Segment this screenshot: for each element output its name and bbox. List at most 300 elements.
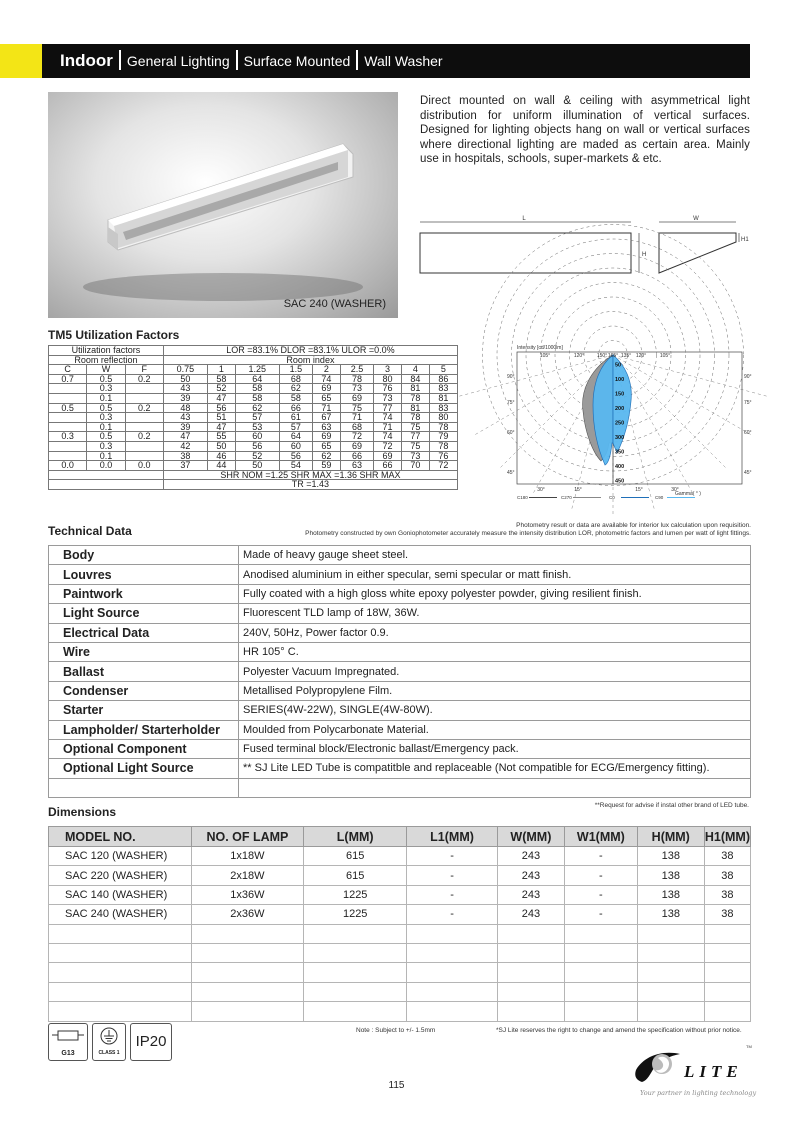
dim-column-header: NO. OF LAMP: [191, 827, 303, 847]
util-header-label: Utilization factors: [49, 346, 164, 356]
util-value: 59: [312, 461, 340, 471]
util-column-row: [49, 365, 458, 375]
util-value: 72: [429, 461, 457, 471]
util-row: [49, 413, 458, 423]
dim-cell: [704, 943, 750, 962]
util-value: 61: [279, 413, 312, 423]
util-value: 44: [207, 461, 235, 471]
tech-label: Paintwork: [49, 584, 239, 603]
reflection-f: 0.0: [125, 461, 163, 471]
utilization-title: TM5 Utilization Factors: [48, 328, 180, 342]
room-index-value: 4: [401, 365, 429, 375]
tech-row: [49, 604, 751, 623]
tech-label: Electrical Data: [49, 623, 239, 642]
util-value: 75: [401, 422, 429, 432]
util-value: 58: [207, 374, 235, 384]
util-value: 66: [279, 403, 312, 413]
util-value: 74: [374, 432, 402, 442]
polar-legend-label: C90: [655, 495, 664, 500]
dim-header-row: [49, 827, 751, 847]
polar-top-angle: 105°: [659, 353, 671, 359]
reflection-w: 0.1: [87, 451, 125, 461]
util-value: 68: [340, 422, 373, 432]
tech-value: Fully coated with a high gloss white epoxy polyester powder, giving resilient finish.: [239, 584, 751, 603]
tech-row: [49, 623, 751, 642]
ip20-badge: IP20: [130, 1023, 172, 1061]
polar-left-angle: 45°: [507, 470, 515, 476]
util-value: 78: [340, 374, 373, 384]
dim-cell: SAC 220 (WASHER): [49, 866, 192, 885]
util-value: 78: [401, 393, 429, 403]
util-value: 75: [340, 403, 373, 413]
dim-cell: 1x18W: [191, 847, 303, 866]
page-number: 115: [388, 1080, 405, 1091]
util-value: 52: [207, 384, 235, 394]
polar-top-angle: 120°: [635, 353, 647, 359]
dim-cell: -: [407, 885, 497, 904]
dim-row: [49, 847, 751, 866]
polar-ring-label: 400: [615, 464, 625, 470]
util-value: 51: [207, 413, 235, 423]
util-value: 48: [163, 403, 207, 413]
dim-cell: [304, 982, 407, 1001]
util-value: 60: [279, 441, 312, 451]
util-value: 70: [401, 461, 429, 471]
dim-column-header: W1(MM): [565, 827, 638, 847]
reflection-c: 0.0: [49, 461, 87, 471]
dim-cell: [304, 1002, 407, 1021]
util-value: 73: [374, 393, 402, 403]
util-row: [49, 441, 458, 451]
dim-cell: [407, 924, 497, 943]
util-value: 56: [207, 403, 235, 413]
technical-table: [48, 545, 751, 798]
tech-row: [49, 565, 751, 584]
tech-label: Body: [49, 546, 239, 565]
reflection-c: [49, 413, 87, 423]
polar-diagram: [505, 343, 755, 500]
g13-lamp-icon: [48, 1023, 88, 1061]
label-W: W: [693, 216, 699, 222]
dim-cell: -: [565, 905, 638, 924]
tech-value: HR 105° C.: [239, 642, 751, 661]
dim-cell: 38: [704, 885, 750, 904]
dim-cell: SAC 140 (WASHER): [49, 885, 192, 904]
tech-label: Lampholder/ Starterholder: [49, 720, 239, 739]
col-c: C: [49, 365, 87, 375]
breadcrumb-item: Surface Mounted: [243, 53, 351, 69]
logo-text: LITE: [684, 1062, 743, 1081]
dim-cell: [304, 963, 407, 982]
util-value: 68: [279, 374, 312, 384]
util-value: 56: [235, 441, 279, 451]
reflection-c: 0.3: [49, 432, 87, 442]
tech-label: Ballast: [49, 662, 239, 681]
dim-cell: -: [407, 905, 497, 924]
dim-cell: [191, 982, 303, 1001]
tagline: Your partner in lighting technology: [640, 1089, 757, 1097]
dim-cell: 243: [497, 905, 564, 924]
reflection-f: 0.2: [125, 403, 163, 413]
util-value: 50: [163, 374, 207, 384]
polar-bottom-angle: 30°: [671, 487, 679, 493]
util-value: 64: [235, 374, 279, 384]
polar-top-angle: 120°: [573, 353, 585, 359]
tech-value: 240V, 50Hz, Power factor 0.9.: [239, 623, 751, 642]
dim-cell: [565, 1002, 638, 1021]
util-value: 58: [235, 384, 279, 394]
util-value: 80: [429, 413, 457, 423]
util-value: 57: [279, 422, 312, 432]
breadcrumb-category: Indoor: [60, 51, 113, 70]
dim-row: [49, 982, 751, 1001]
label-H1: H1: [741, 237, 749, 243]
dim-cell: [304, 924, 407, 943]
dim-cell: [704, 982, 750, 1001]
reflection-f: 0.2: [125, 374, 163, 384]
dim-cell: -: [565, 866, 638, 885]
util-value: 66: [340, 451, 373, 461]
dim-column-header: MODEL NO.: [49, 827, 192, 847]
polar-ring-label: 150: [615, 391, 625, 398]
dim-cell: 38: [704, 866, 750, 885]
util-value: 39: [163, 422, 207, 432]
util-value: 73: [401, 451, 429, 461]
dim-row: [49, 905, 751, 924]
dim-cell: 1225: [304, 885, 407, 904]
reflection-w: 0.0: [87, 461, 125, 471]
polar-top-angle: 105°: [539, 353, 551, 359]
product-photo: [48, 92, 398, 318]
polar-top-angle: 150°: [596, 353, 608, 359]
dim-cell: [191, 963, 303, 982]
util-value: 74: [312, 374, 340, 384]
util-value: 71: [340, 413, 373, 423]
util-value: 78: [429, 422, 457, 432]
dim-cell: [497, 924, 564, 943]
breadcrumb-item: General Lighting: [126, 53, 230, 69]
polar-ring-label: 250: [615, 420, 625, 427]
dim-cell: [304, 943, 407, 962]
util-value: 53: [235, 422, 279, 432]
util-value: 77: [401, 432, 429, 442]
polar-legend-label: C270: [561, 495, 572, 500]
util-value: 58: [235, 393, 279, 403]
dimension-drawing: [418, 215, 758, 280]
dim-cell: 138: [637, 885, 704, 904]
led-note: **Request for advise if instal other brand of LED tube.: [594, 802, 749, 809]
class1-label: CLASS 1: [98, 1050, 120, 1056]
dim-cell: 38: [704, 905, 750, 924]
tech-value: Fused terminal block/Electronic ballast/Emergency pack.: [239, 739, 751, 758]
util-value: 69: [374, 451, 402, 461]
tech-row: [49, 701, 751, 720]
dim-cell: [191, 1002, 303, 1021]
dim-cell: 615: [304, 847, 407, 866]
util-value: 72: [340, 432, 373, 442]
class1-earth-icon: [92, 1023, 126, 1061]
util-value: 47: [163, 432, 207, 442]
dim-cell: SAC 120 (WASHER): [49, 847, 192, 866]
dimensions-table: [48, 826, 751, 1022]
tech-row: [49, 546, 751, 565]
dim-cell: 2x18W: [191, 866, 303, 885]
tech-row: [49, 759, 751, 778]
dim-row: [49, 924, 751, 943]
reflection-w: 0.3: [87, 441, 125, 451]
polar-ring-label: 50: [615, 362, 622, 369]
photometry-note-1: Photometry result or data are available for interior lux calculation upon requisition.: [516, 522, 751, 529]
util-value: 75: [401, 441, 429, 451]
room-index-value: 5: [429, 365, 457, 375]
util-value: 73: [340, 384, 373, 394]
tech-label: Starter: [49, 701, 239, 720]
util-value: 62: [312, 451, 340, 461]
dim-cell: [407, 1002, 497, 1021]
polar-bottom-angle: 30°: [537, 487, 545, 493]
util-value: 81: [429, 393, 457, 403]
util-value: 60: [235, 432, 279, 442]
polar-gamma-label: Gamma( ° ): [675, 491, 701, 497]
dim-cell: [407, 963, 497, 982]
dim-cell: [407, 943, 497, 962]
dim-row: [49, 885, 751, 904]
util-value: 39: [163, 393, 207, 403]
util-value: 43: [163, 413, 207, 423]
dim-column-header: H1(MM): [704, 827, 750, 847]
dim-cell: -: [565, 885, 638, 904]
polar-bottom-angle: 15°: [635, 487, 643, 493]
reflection-w: 0.3: [87, 413, 125, 423]
dim-cell: 38: [704, 847, 750, 866]
room-index-value: 2.5: [340, 365, 373, 375]
dim-cell: [497, 963, 564, 982]
tr-value: TR =1.43: [163, 480, 457, 490]
util-value: 66: [374, 461, 402, 471]
reflection-w: 0.5: [87, 374, 125, 384]
col-w: W: [87, 365, 125, 375]
util-value: 63: [340, 461, 373, 471]
polar-intensity-label: Intensity [cd/1000lm]: [517, 345, 563, 351]
util-value: 69: [312, 432, 340, 442]
util-header-row: [49, 346, 458, 356]
dim-cell: [497, 1002, 564, 1021]
reflection-w: 0.5: [87, 403, 125, 413]
tech-label: Wire: [49, 642, 239, 661]
util-value: 78: [429, 441, 457, 451]
util-value: 76: [374, 384, 402, 394]
dim-column-header: L1(MM): [407, 827, 497, 847]
room-index-value: 1: [207, 365, 235, 375]
util-value: 81: [401, 384, 429, 394]
polar-bottom-angle: 15°: [574, 487, 582, 493]
room-index-label: Room index: [163, 355, 457, 365]
polar-legend-label: C0: [609, 495, 615, 500]
tech-label: [49, 778, 239, 797]
dim-cell: [704, 924, 750, 943]
util-value: 64: [279, 432, 312, 442]
tech-value: SERIES(4W-22W), SINGLE(4W-80W).: [239, 701, 751, 720]
dim-column-header: L(MM): [304, 827, 407, 847]
util-value: 57: [235, 413, 279, 423]
room-index-value: 1.5: [279, 365, 312, 375]
dim-cell: [497, 982, 564, 1001]
breadcrumb: [60, 44, 443, 78]
room-index-value: 1.25: [235, 365, 279, 375]
util-value: 50: [207, 441, 235, 451]
dim-cell: [637, 963, 704, 982]
dim-column-header: H(MM): [637, 827, 704, 847]
util-row: [49, 461, 458, 471]
util-value: 47: [207, 393, 235, 403]
util-value: 81: [401, 403, 429, 413]
dim-cell: [49, 963, 192, 982]
util-value: 78: [401, 413, 429, 423]
dim-cell: [565, 982, 638, 1001]
tech-label: Light Source: [49, 604, 239, 623]
room-index-value: 2: [312, 365, 340, 375]
tech-row: [49, 778, 751, 797]
polar-right-angle: 90°: [744, 374, 752, 380]
util-value: 65: [312, 441, 340, 451]
dim-cell: [49, 982, 192, 1001]
reflection-c: [49, 393, 87, 403]
room-index-value: 0.75: [163, 365, 207, 375]
room-reflection-label: Room reflection: [49, 355, 164, 365]
tech-value: Anodised aluminium in either specular, semi specular or matt finish.: [239, 565, 751, 584]
util-footer-blank: [49, 480, 164, 490]
tech-row: [49, 584, 751, 603]
dim-cell: SAC 240 (WASHER): [49, 905, 192, 924]
util-value: 69: [312, 384, 340, 394]
dim-cell: [49, 1002, 192, 1021]
tech-value: Made of heavy gauge sheet steel.: [239, 546, 751, 565]
polar-ring-label: 100: [615, 377, 625, 383]
dim-cell: [191, 924, 303, 943]
util-value: 67: [312, 413, 340, 423]
util-row: [49, 432, 458, 442]
dim-row: [49, 943, 751, 962]
util-value: 69: [340, 393, 373, 403]
tech-row: [49, 662, 751, 681]
tolerance-note: Note : Subject to +/- 1.5mm: [356, 1027, 436, 1034]
reflection-f: [125, 441, 163, 451]
util-value: 84: [401, 374, 429, 384]
dim-cell: 243: [497, 847, 564, 866]
util-value: 65: [312, 393, 340, 403]
reflection-c: [49, 384, 87, 394]
util-value: 50: [235, 461, 279, 471]
util-value: 55: [207, 432, 235, 442]
polar-ring-label: 300: [615, 435, 625, 441]
util-value: 83: [429, 384, 457, 394]
tech-value: Polyester Vacuum Impregnated.: [239, 662, 751, 681]
dim-cell: [704, 963, 750, 982]
photo-caption: SAC 240 (WASHER): [283, 298, 386, 310]
util-value: 83: [429, 403, 457, 413]
product-description: Direct mounted on wall & ceiling with asymmetrical light distribution for uniform illumination of vertical surfaces. Designed for lighting objects hang on wall or vertical surfaces where directional lighting are maded as certain area. Mainly use in hospitals, schools, super-markets & etc.: [420, 95, 750, 165]
polar-right-angle: 75°: [744, 400, 752, 406]
util-value: 46: [207, 451, 235, 461]
util-value: 76: [429, 451, 457, 461]
util-footer-row: [49, 470, 458, 480]
reflection-w: 0.3: [87, 384, 125, 394]
reflection-w: 0.1: [87, 393, 125, 403]
tech-row: [49, 642, 751, 661]
util-value: 63: [312, 422, 340, 432]
tech-label: Optional Component: [49, 739, 239, 758]
dim-cell: -: [407, 866, 497, 885]
dim-row: [49, 963, 751, 982]
tech-value: Moulded from Polycarbonate Material.: [239, 720, 751, 739]
tech-label: Condenser: [49, 681, 239, 700]
dim-cell: [407, 982, 497, 1001]
polar-right-angle: 45°: [744, 470, 752, 476]
util-lor-values: LOR =83.1% DLOR =83.1% ULOR =0.0%: [163, 346, 457, 356]
dim-cell: 615: [304, 866, 407, 885]
util-value: 71: [374, 422, 402, 432]
util-value: 54: [279, 461, 312, 471]
polar-left-angle: 90°: [507, 374, 515, 380]
dim-cell: [637, 943, 704, 962]
label-L: L: [522, 216, 526, 222]
reflection-f: [125, 413, 163, 423]
g13-label: G13: [61, 1050, 75, 1057]
polar-left-angle: 60°: [507, 430, 515, 436]
util-value: 62: [279, 384, 312, 394]
reflection-w: 0.1: [87, 422, 125, 432]
dim-column-header: W(MM): [497, 827, 564, 847]
dimensions-title: Dimensions: [48, 805, 117, 819]
util-value: 43: [163, 384, 207, 394]
dim-cell: [637, 1002, 704, 1021]
util-value: 79: [429, 432, 457, 442]
utilization-table: [48, 345, 458, 490]
dim-cell: 2x36W: [191, 905, 303, 924]
tech-label: Optional Light Source: [49, 759, 239, 778]
dim-cell: [49, 943, 192, 962]
polar-left-angle: 75°: [507, 400, 515, 406]
dim-cell: [704, 1002, 750, 1021]
reflection-f: [125, 393, 163, 403]
label-H: H: [642, 252, 647, 258]
col-f: F: [125, 365, 163, 375]
dim-cell: [637, 982, 704, 1001]
dim-cell: -: [565, 847, 638, 866]
photometry-note-2: Photometry constructed by own Goniophotometer accurately measure the intensity distribution LOR, photometric factors and lumen per watt of light fittings.: [305, 530, 751, 537]
reflection-c: 0.7: [49, 374, 87, 384]
util-footer-row: [49, 480, 458, 490]
util-value: 69: [340, 441, 373, 451]
reflection-c: [49, 441, 87, 451]
dim-cell: 243: [497, 885, 564, 904]
polar-ring-label: 450: [615, 478, 625, 485]
dim-cell: [191, 943, 303, 962]
util-value: 72: [374, 441, 402, 451]
header-accent: [0, 44, 42, 78]
util-value: 71: [312, 403, 340, 413]
dim-cell: 138: [637, 905, 704, 924]
dim-row: [49, 1002, 751, 1021]
technical-title: Technical Data: [48, 524, 132, 538]
rights-note: *SJ Lite reserves the right to change and amend the specification without prior notice.: [496, 1027, 742, 1034]
polar-top-angle: 135°: [620, 353, 632, 359]
dim-cell: [497, 943, 564, 962]
reflection-w: 0.5: [87, 432, 125, 442]
polar-ring-label: 350: [615, 449, 625, 456]
dim-cell: 243: [497, 866, 564, 885]
tech-value: Fluorescent TLD lamp of 18W, 36W.: [239, 604, 751, 623]
